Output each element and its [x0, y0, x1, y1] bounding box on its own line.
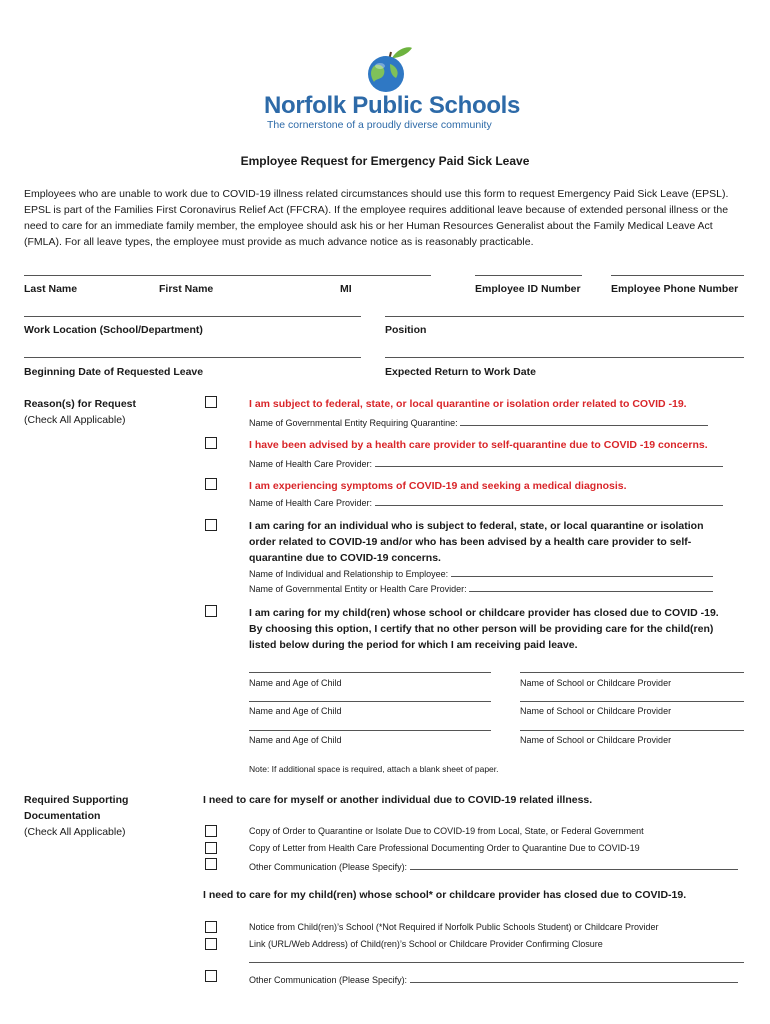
reason3-checkbox[interactable]: [205, 478, 217, 490]
doc3-text: Other Communication (Please Specify):: [249, 862, 408, 872]
note: Note: If additional space is required, attach a blank sheet of paper.: [249, 764, 499, 774]
reason4-sub1-label: Name of Individual and Relationship to Employee:: [249, 569, 449, 579]
school2-label: Name of School or Childcare Provider: [520, 706, 672, 716]
reason3-sub-label: Name of Health Care Provider:: [249, 498, 373, 508]
work-location-input-line[interactable]: [24, 316, 361, 317]
reason2-input-line[interactable]: [375, 456, 723, 467]
reason4-line1: I am caring for an individual who is subject to federal, state, or local quarantine or isolation: [249, 520, 704, 532]
reason5-line3: listed below during the period for which I am receiving paid leave.: [249, 639, 578, 651]
child1-input-line[interactable]: [249, 672, 491, 673]
employee-phone-label: Employee Phone Number: [611, 283, 739, 295]
return-date-label: Expected Return to Work Date: [385, 366, 536, 378]
reason4-individual-input-line[interactable]: [451, 566, 713, 577]
docs-subheading: (Check All Applicable): [24, 826, 126, 838]
reason1-text: I am subject to federal, state, or local quarantine or isolation order related to COVID -19.: [249, 398, 687, 410]
reason5-line1: I am caring for my child(ren) whose school or childcare provider has closed due to COVID -19.: [249, 607, 719, 619]
doc3-input-line[interactable]: [410, 859, 738, 870]
child3-input-line[interactable]: [249, 730, 491, 731]
reason2-checkbox[interactable]: [205, 437, 217, 449]
begin-date-input-line[interactable]: [24, 357, 361, 358]
employee-id-input-line[interactable]: [475, 275, 582, 276]
reason4-text: [249, 518, 704, 566]
doc2-text: Copy of Letter from Health Care Professional Documenting Order to Quarantine Due to COVID-19: [249, 843, 640, 853]
reason4-sub2-label: Name of Governmental Entity or Health Care Provider:: [249, 584, 467, 594]
doc6-input-line[interactable]: [410, 972, 738, 983]
docs-heading-1: Required Supporting: [24, 794, 129, 806]
reason1-sub: [249, 415, 708, 428]
reason4-entity-input-line[interactable]: [469, 581, 713, 592]
doc6-checkbox[interactable]: [205, 970, 217, 982]
reason3-input-line[interactable]: [375, 495, 723, 506]
reason1-sub-label: Name of Governmental Entity Requiring Quarantine:: [249, 418, 458, 428]
mi-label: MI: [340, 283, 352, 295]
reason2-sub: [249, 456, 723, 469]
doc6-row: [249, 972, 738, 985]
school1-label: Name of School or Childcare Provider: [520, 678, 672, 688]
reason5-checkbox[interactable]: [205, 605, 217, 617]
child2-label: Name and Age of Child: [249, 706, 342, 716]
doc1-checkbox[interactable]: [205, 825, 217, 837]
school1-input-line[interactable]: [520, 672, 744, 673]
intro-paragraph: Employees who are unable to work due to COVID-19 illness related circumstances should use this form to request Emergency Paid Sick Leave (EPSL). EPSL is part of the Families First Coronavirus Relief Act (FFCRA). If the employee requires additional leave because of extended personal illness or the need to care for an immediate family member, the employee should ask his or her Human Resources Generalist about the Family Medical Leave Act (FMLA). For all leave types, the employee must provide as much advance notice as is reasonably practicable.: [24, 188, 729, 248]
child3-label: Name and Age of Child: [249, 735, 342, 745]
docs-section1-title: I need to care for myself or another individual due to COVID-19 related illness.: [203, 794, 593, 806]
reason4-sub1: [249, 566, 713, 579]
org-tagline: The cornerstone of a proudly diverse community: [267, 119, 492, 131]
docs-heading-2: Documentation: [24, 810, 101, 822]
doc5-checkbox[interactable]: [205, 938, 217, 950]
school3-input-line[interactable]: [520, 730, 744, 731]
child2-input-line[interactable]: [249, 701, 491, 702]
reason3-sub: [249, 495, 723, 508]
reason4-line3: quarantine due to COVID-19 concerns.: [249, 552, 441, 564]
first-name-label: First Name: [159, 283, 214, 295]
return-date-input-line[interactable]: [385, 357, 744, 358]
reason4-line2: order related to COVID-19 and/or who has been advised by a health care provider to self-: [249, 536, 692, 548]
reason2-text: I have been advised by a health care provider to self-quarantine due to COVID -19 concerns.: [249, 439, 708, 451]
position-input-line[interactable]: [385, 316, 744, 317]
employee-id-label: Employee ID Number: [475, 283, 581, 295]
reasons-subheading: (Check All Applicable): [24, 414, 126, 426]
name-input-line[interactable]: [24, 275, 431, 276]
reasons-heading: Reason(s) for Request: [24, 398, 137, 410]
org-name: Norfolk Public Schools: [264, 92, 521, 119]
doc4-checkbox[interactable]: [205, 921, 217, 933]
child1-label: Name and Age of Child: [249, 678, 342, 688]
last-name-label: Last Name: [24, 283, 78, 295]
reason1-checkbox[interactable]: [205, 396, 217, 408]
doc3-row: [249, 859, 738, 872]
work-location-label: Work Location (School/Department): [24, 324, 203, 336]
docs-section2-title: I need to care for my child(ren) whose school* or childcare provider has closed due to COVID-19.: [203, 889, 687, 901]
position-label: Position: [385, 324, 427, 336]
reason2-sub-label: Name of Health Care Provider:: [249, 459, 373, 469]
doc4-text: Notice from Child(ren)’s School (*Not Required if Norfolk Public Schools Student) or Childcare Provider: [249, 922, 659, 932]
school3-label: Name of School or Childcare Provider: [520, 735, 672, 745]
reason4-checkbox[interactable]: [205, 519, 217, 531]
reason4-sub2: [249, 581, 713, 594]
doc5-url-input-line[interactable]: [249, 962, 744, 963]
reason5-line2: By choosing this option, I certify that no other person will be providing care for the child(ren): [249, 623, 714, 635]
doc3-checkbox[interactable]: [205, 858, 217, 870]
begin-date-label: Beginning Date of Requested Leave: [24, 366, 204, 378]
doc6-text: Other Communication (Please Specify):: [249, 975, 408, 985]
doc1-text: Copy of Order to Quarantine or Isolate Due to COVID-19 from Local, State, or Federal Government: [249, 826, 644, 836]
employee-phone-input-line[interactable]: [611, 275, 744, 276]
doc2-checkbox[interactable]: [205, 842, 217, 854]
apple-globe-logo-icon: [262, 44, 512, 94]
page-title: Employee Request for Emergency Paid Sick Leave: [240, 154, 530, 168]
school2-input-line[interactable]: [520, 701, 744, 702]
reason1-input-line[interactable]: [460, 415, 708, 426]
doc5-text: Link (URL/Web Address) of Child(ren)’s School or Childcare Provider Confirming Closure: [249, 939, 603, 949]
reason3-text: I am experiencing symptoms of COVID-19 and seeking a medical diagnosis.: [249, 480, 627, 492]
reason5-text: [249, 605, 719, 653]
